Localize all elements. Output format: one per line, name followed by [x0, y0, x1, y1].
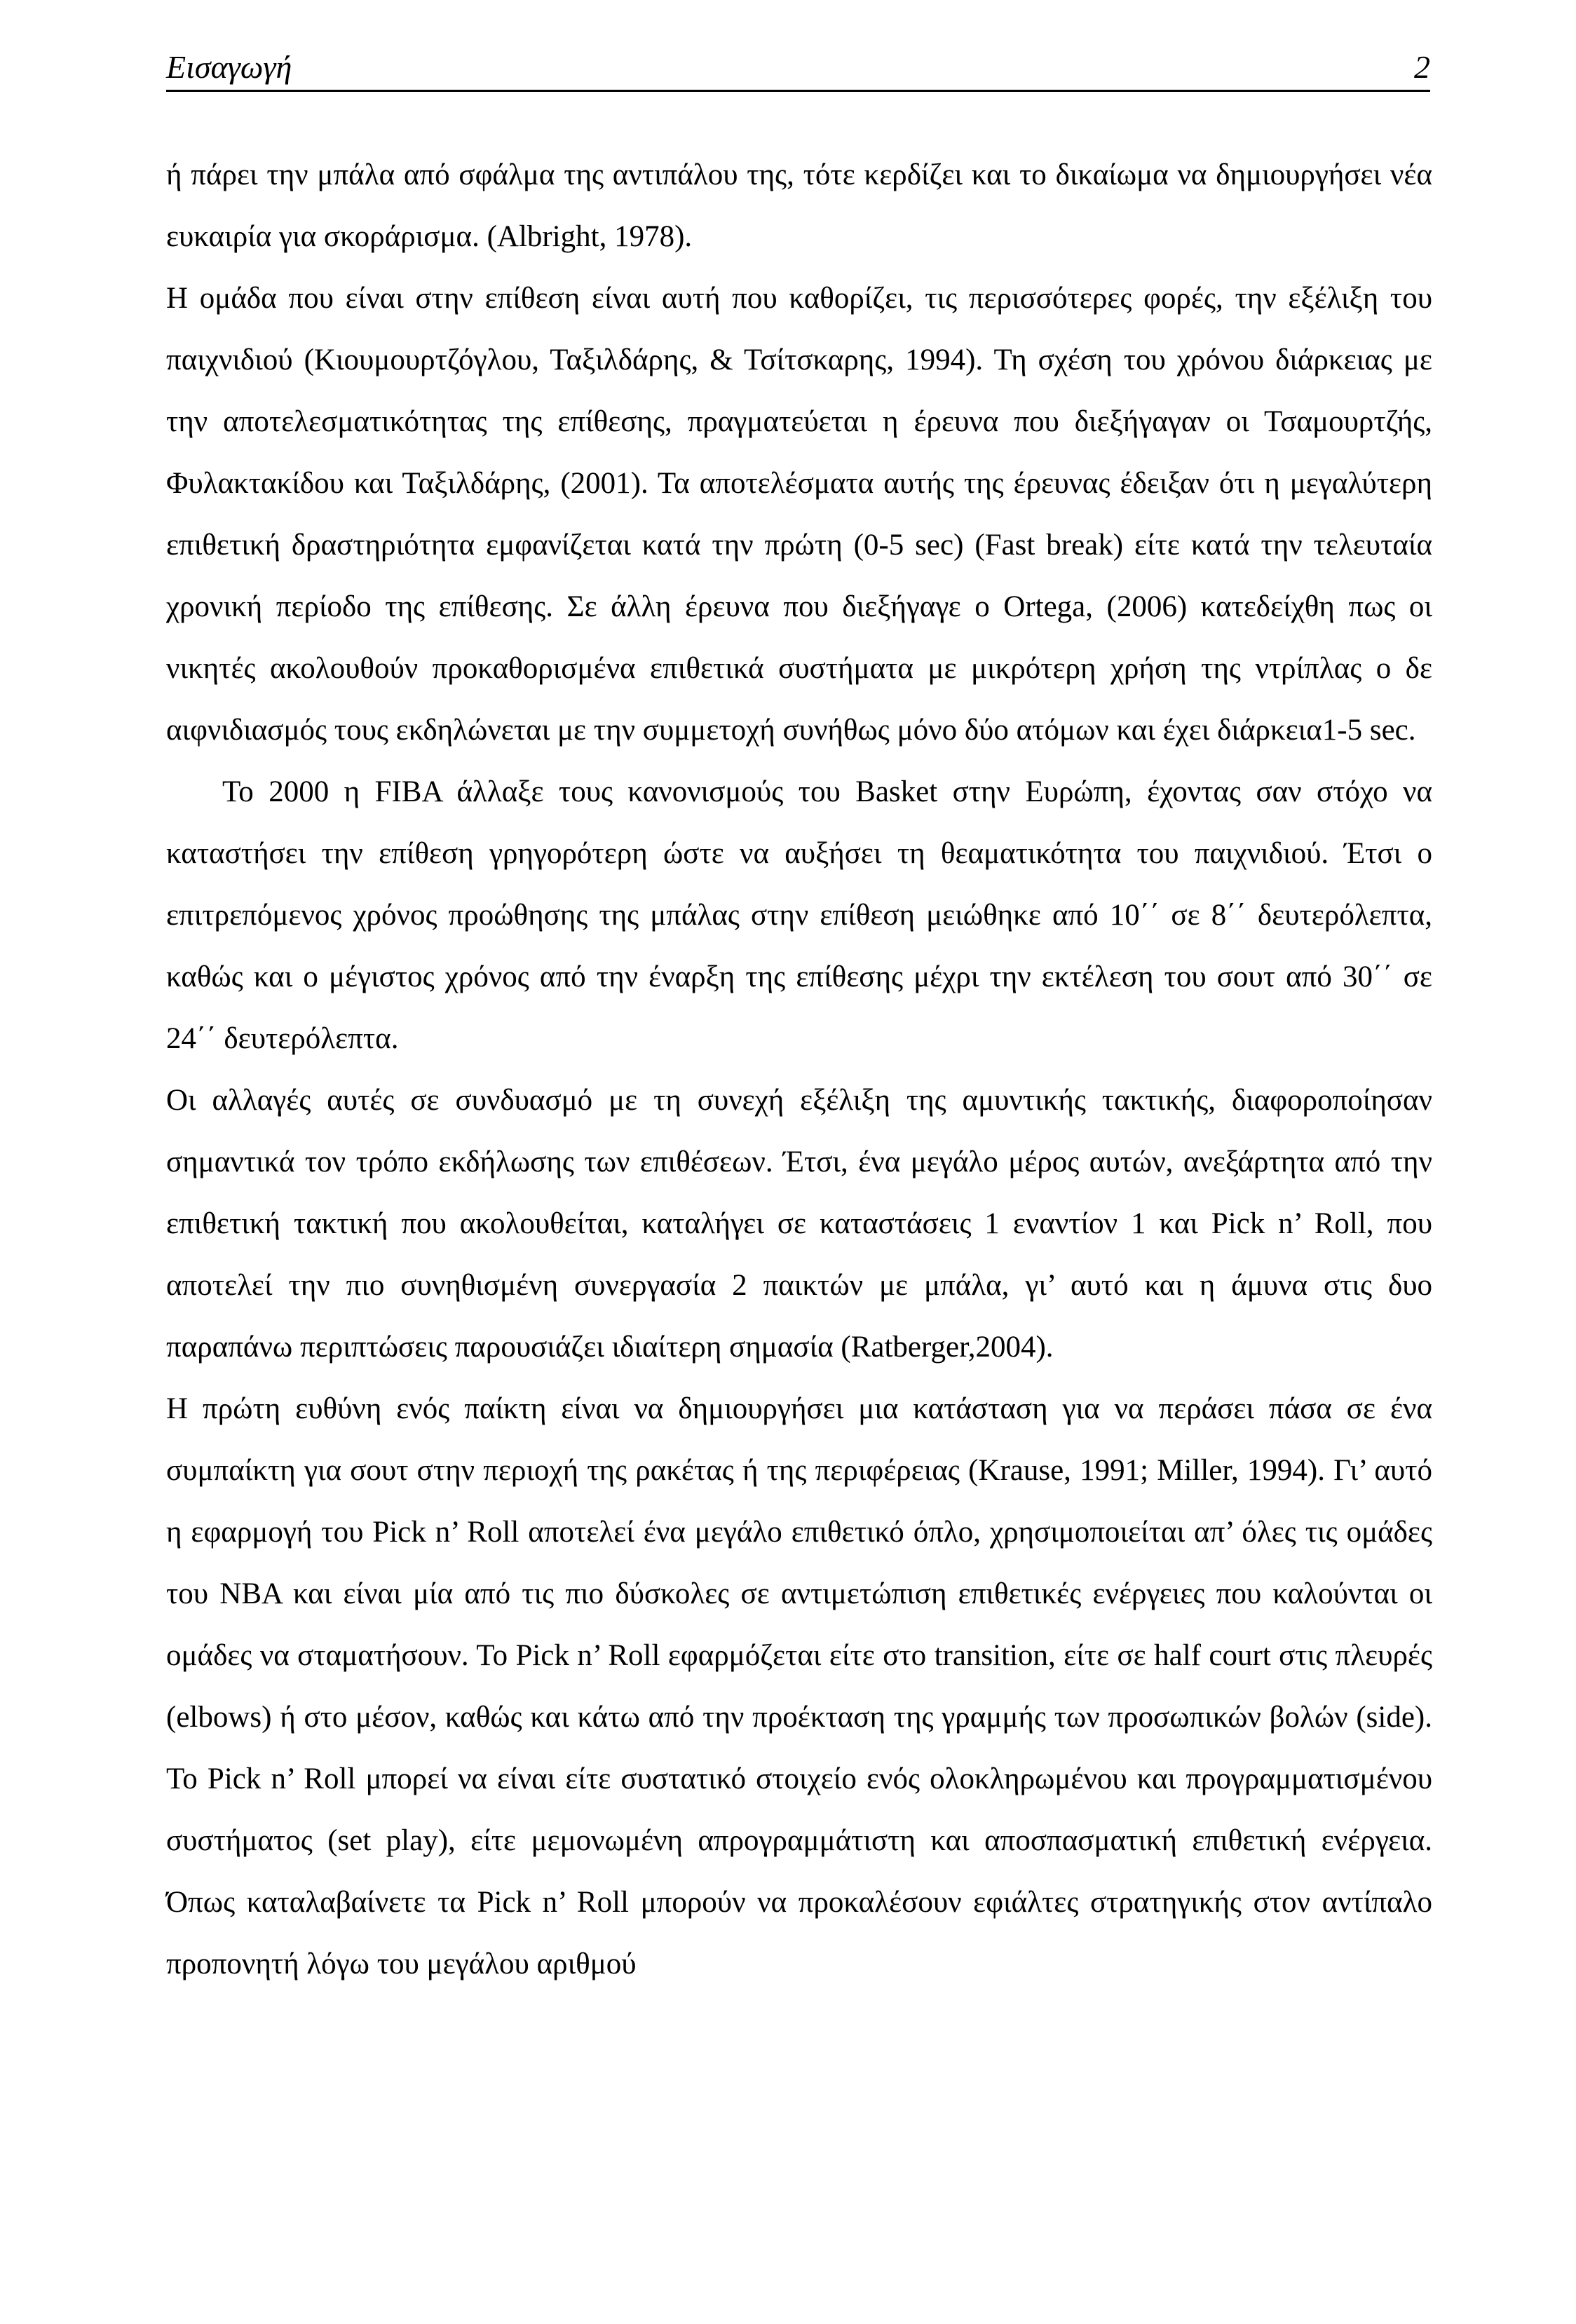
paragraph-fiba-rules: Το 2000 η FIBA άλλαξε τους κανονισμούς του Basket στην Ευρώπη, έχοντας σαν στόχο να καταστήσει την επίθεση γρηγορότερη ώστε να αυξήσει τη θεαματικότητα του παιχνιδιού. Έτσι ο επιτρεπόμενος χρόνος προώθησης της μπάλας στην επίθεση μειώθηκε από 10΄΄ σε 8΄΄ δευτερόλεπτα, καθώς και ο μέγιστος χρόνος από την έναρξη της επίθεσης μέχρι την εκτέλεση του σουτ από 30΄΄ σε 24΄΄ δευτερόλεπτα.	[166, 775, 1432, 1055]
paragraph-offense-research: Η ομάδα που είναι στην επίθεση είναι αυτή που καθορίζει, τις περισσότερες φορές, την εξέλιξη του παιχνιδιού (Κιουμουρτζόγλου, Ταξιλδάρης, & Τσίτσκαρης, 1994). Τη σχέση του χρόνου διάρκειας με την αποτελεσματικότητας της επίθεσης, πραγματεύεται η έρευνα που διεξήγαγαν οι Τσαμουρτζής, Φυλακτακίδου και Ταξιλδάρης, (2001). Τα αποτελέσματα αυτής της έρευνας έδειξαν ότι η μεγαλύτερη επιθετική δραστηριότητα εμφανίζεται κατά την πρώτη (0-5 sec) (Fast break) είτε κατά την τελευταία χρονική περίοδο της επίθεσης. Σε άλλη έρευνα που διεξήγαγε ο Ortega, (2006) κατεδείχθη πως οι νικητές ακολουθούν προκαθορισμένα επιθετικά συστήματα με μικρότερη χρήση της ντρίπλας ο δε αιφνιδιασμός τους εκδηλώνεται με την συμμετοχή συνήθως μόνο δύο ατόμων και έχει διάρκεια1-5 sec.	[166, 282, 1432, 747]
running-header	[166, 42, 1430, 92]
paragraph-defense-changes: Οι αλλαγές αυτές σε συνδυασμό με τη συνεχή εξέλιξη της αμυντικής τακτικής, διαφοροποίησαν σημαντικά τον τρόπο εκδήλωσης των επιθέσεων. Έτσι, ένα μεγάλο μέρος αυτών, ανεξάρτητα από την επιθετική τακτική που ακολουθείται, καταλήγει σε καταστάσεις 1 εναντίον 1 και Pick n’ Roll, που αποτελεί την πιο συνηθισμένη συνεργασία 2 παικτών με μπάλα, γι’ αυτό και η άμυνα στις δυο παραπάνω περιπτώσεις παρουσιάζει ιδιαίτερη σημασία (Ratberger,2004).	[166, 1084, 1432, 1364]
body-text	[166, 144, 1432, 1995]
page-number: 2	[1414, 49, 1430, 85]
paragraph-pick-and-roll: Η πρώτη ευθύνη ενός παίκτη είναι να δημιουργήσει μια κατάσταση για να περάσει πάσα σε ένα συμπαίκτη για σουτ στην περιοχή της ρακέτας ή της περιφέρειας (Krause, 1991; Miller, 1994). Γι’ αυτό η εφαρμογή του Pick n’ Roll αποτελεί ένα μεγάλο επιθετικό όπλο, χρησιμοποιείται απ’ όλες τις ομάδες του NBA και είναι μία από τις πιο δύσκολες σε αντιμετώπιση επιθετικές ενέργειες που καλούνται οι ομάδες να σταματήσουν. Το Pick n’ Roll εφαρμόζεται είτε στο transition, είτε σε half court στις πλευρές (elbows) ή στο μέσον, καθώς και κάτω από την προέκταση της γραμμής των προσωπικών βολών (side). Το Pick n’ Roll μπορεί να είναι είτε συστατικό στοιχείο ενός ολοκληρωμένου και προγραμματισμένου συστήματος (set play), είτε μεμονωμένη απρογραμμάτιστη και αποσπασματική επιθετική ενέργεια. Όπως καταλαβαίνετε τα Pick n’ Roll μπορούν να προκαλέσουν εφιάλτες στρατηγικής στον αντίπαλο προπονητή λόγω του μεγάλου αριθμού	[166, 1392, 1432, 1980]
paragraph-continuation: ή πάρει την μπάλα από σφάλμα της αντιπάλου της, τότε κερδίζει και το δικαίωμα να δημιουργήσει νέα ευκαιρία για σκοράρισμα. (Albright, 1978).	[166, 158, 1432, 253]
section-title: Εισαγωγή	[166, 49, 292, 85]
